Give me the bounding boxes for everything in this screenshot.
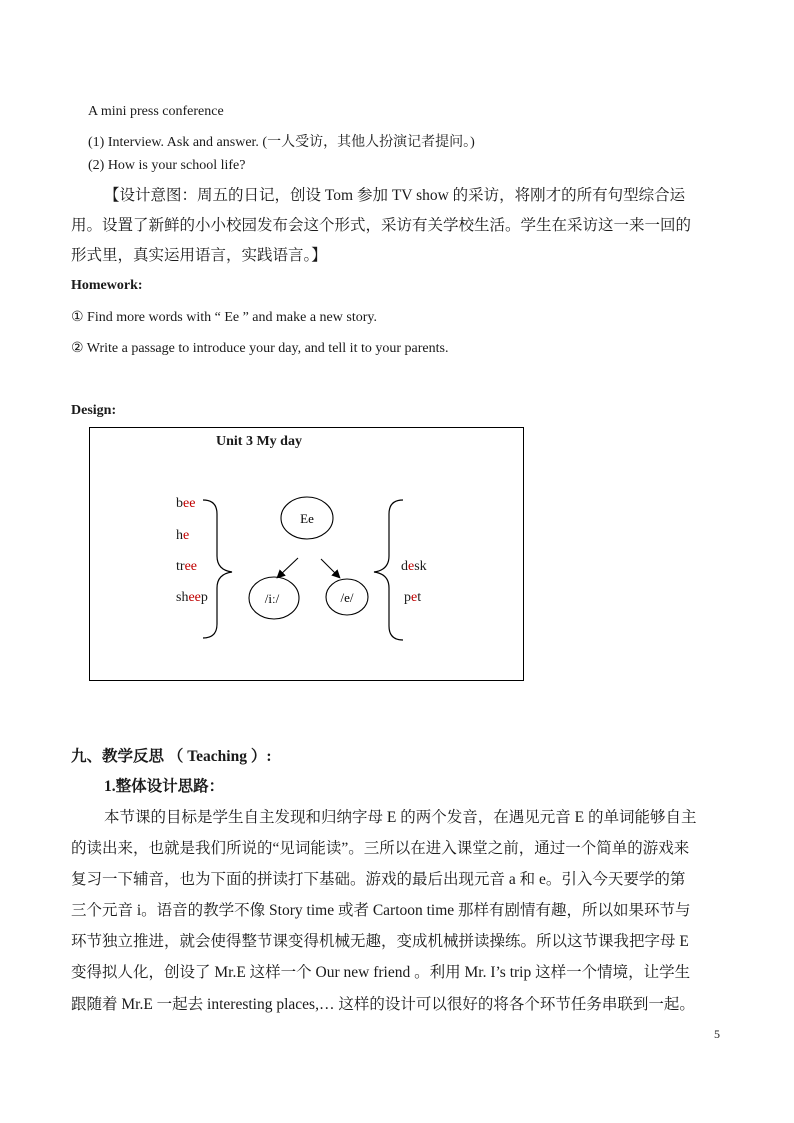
reflection-line: 环节独立推进，就会使得整节课变得机械无趣，变成机械拼读操练。所以这节课我把字母 E <box>71 933 689 950</box>
reflection-line: 本节课的目标是学生自主发现和归纳字母 E 的两个发音，在遇见元音 E 的单词能够自主 <box>104 809 697 826</box>
left-word: sheep <box>176 590 208 605</box>
reflection-line: 变得拟人化，创设了 Mr.E 这样一个 Our new friend 。利用 Mr. I’s trip 这样一个情境，让学生 <box>71 964 691 981</box>
homework-heading: Homework: <box>71 278 143 293</box>
activity-step-1: (1) Interview. Ask and answer. (一人受访，其他人扮演记者提问。) <box>88 135 475 150</box>
design-intent-line-3: 形式里，真实运用语言，实践语言。】 <box>71 247 327 264</box>
short-sound-label: /e/ <box>340 590 354 605</box>
right-word: desk <box>401 559 427 574</box>
right-word: pet <box>404 590 422 605</box>
homework-item-2: ② Write a passage to introduce your day, and tell it to your parents. <box>71 341 449 356</box>
activity-step-2: (2) How is your school life? <box>88 158 246 173</box>
board-title: Unit 3 My day <box>216 434 302 449</box>
left-brace <box>203 500 232 638</box>
left-word: tree <box>176 559 197 574</box>
reflection-line: 复习一下辅音，也为下面的拼读打下基础。游戏的最后出现元音 a 和 e。引入今天要学的第 <box>71 871 686 888</box>
activity-title: A mini press conference <box>88 104 224 119</box>
design-heading: Design: <box>71 403 117 418</box>
right-brace <box>374 500 403 640</box>
left-word: bee <box>176 496 196 511</box>
arrow-to-short-sound <box>321 559 339 577</box>
reflection-sub-heading: 1.整体设计思路： <box>104 778 225 795</box>
long-sound-label: /iː/ <box>264 591 280 606</box>
left-word: he <box>176 528 190 543</box>
arrow-to-long-sound <box>278 558 298 577</box>
reflection-heading: 九、教学反思 （ Teaching ）: <box>71 748 272 765</box>
reflection-line: 的读出来，也就是我们所说的“见词能读”。三所以在进入课堂之前，通过一个简单的游戏来 <box>71 840 690 857</box>
reflection-line: 三个元音 i。语音的教学不像 Story time 或者 Cartoon time 那样有剧情有趣，所以如果环节与 <box>71 902 691 919</box>
reflection-line: 跟随着 Mr.E 一起去 interesting places,… 这样的设计可以很好的将各个环节任务串联到一起。 <box>71 996 695 1013</box>
design-intent-line-1: 【设计意图：周五的日记，创设 Tom 参加 TV show 的采访，将刚才的所有句型综合运 <box>104 187 686 204</box>
letter-label: Ee <box>300 511 314 526</box>
page-number: 5 <box>714 1027 720 1041</box>
design-intent-line-2: 用。设置了新鲜的小小校园发布会这个形式，采访有关学校生活。学生在采访这一来一回的 <box>71 217 692 234</box>
homework-item-1: ① Find more words with “ Ee ” and make a new story. <box>71 310 377 325</box>
